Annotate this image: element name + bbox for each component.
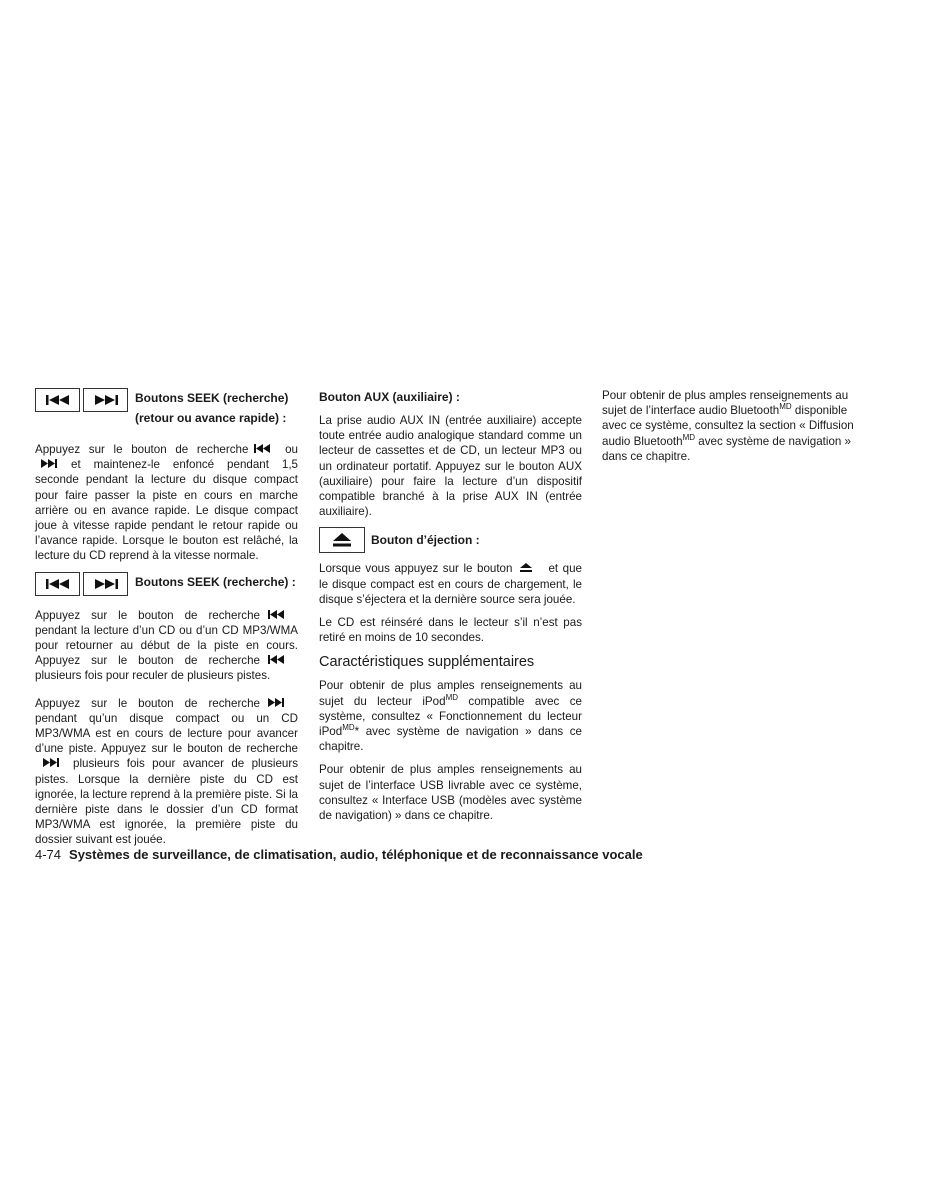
page-footer bbox=[35, 846, 643, 864]
seek-forward-icon bbox=[43, 756, 59, 771]
seek-back-button-illustration bbox=[35, 388, 80, 412]
eject-title: Bouton d’éjection : bbox=[371, 533, 480, 548]
seek-back-icon bbox=[45, 578, 71, 590]
aux-paragraph: La prise audio AUX IN (entrée auxiliaire) accepte toute entrée audio analogique standard comme un lecteur de cassettes et de CD, un lecteur MP3 ou un ordinateur portatif. Appuyez sur le bouton AUX (auxiliaire) pour faire la lecture d’un dispositif compatible branché à la prise AUX IN (entrée auxiliaire). bbox=[319, 414, 582, 519]
seek-forward-icon bbox=[41, 457, 57, 472]
eject-header bbox=[319, 527, 582, 553]
seek-title: Boutons SEEK (recherche) : bbox=[135, 574, 296, 589]
usb-paragraph: Pour obtenir de plus amples renseignements au sujet de l’interface USB livrable avec ce système, consultez « Interface USB (modèles avec système de navigation) » dans ce chapitre. bbox=[319, 763, 582, 823]
seek-back-button-illustration bbox=[35, 572, 80, 596]
seek-back-paragraph: Appuyez sur le bouton de recherchependant la lecture d’un CD ou d’un CD MP3/WMA pour retourner au début de la piste en cours. Appuyez sur le bouton de rechercheplusieurs fois pour reculer de plusieurs pistes. bbox=[35, 608, 298, 683]
column-2 bbox=[319, 388, 582, 831]
reinsert-paragraph: Le CD est réinséré dans le lecteur s’il n’est pas retiré en moins de 10 secondes. bbox=[319, 616, 582, 645]
seek-forward-button-illustration bbox=[83, 572, 128, 596]
page-number: 4-74 bbox=[35, 847, 62, 862]
column-3 bbox=[602, 388, 866, 472]
seek-fast-title bbox=[135, 388, 288, 428]
seek-fast-title-line2: (retour ou avance rapide) : bbox=[135, 411, 287, 425]
seek-fast-paragraph: Appuyez sur le bouton de recherche ouet maintenez-le enfoncé pendant 1,5 seconde pendant la lecture du disque compact pour faire passer la piste en cours en marche arrière ou en avance rapide. Le disque compact joue à vitesse rapide pendant le retour rapide ou l’avance rapide. Lorsque le bouton est relâché, la lecture du CD reprend à la vitesse normale. bbox=[35, 443, 298, 563]
eject-icon bbox=[332, 533, 352, 547]
chapter-title: Systèmes de surveillance, de climatisation, audio, téléphonique et de reconnaissance vocale bbox=[69, 847, 643, 862]
seek-forward-paragraph: Appuyez sur le bouton de recherchependant qu’un disque compact ou un CD MP3/WMA est en cours de lecture pour avancer d’une piste. Appuyez sur le bouton de rechercheplusieurs fois pour avancer de plusieurs pistes. Lorsque la dernière piste du CD est ignorée, la lecture reprend à la première piste. Si la dernière piste dans le dossier d’un CD format MP3/WMA est ignorée, la première piste du dossier suivant est jouée. bbox=[35, 696, 298, 847]
bluetooth-paragraph: Pour obtenir de plus amples renseignements au sujet de l’interface audio Bluetooth$^{MD}$ disponible avec ce système, consultez la section « Diffusion audio Bluetooth$^{MD}$ avec système de navigation » dans ce chapitre. bbox=[602, 389, 854, 463]
seek-header bbox=[35, 572, 298, 596]
eject-paragraph: Lorsque vous appuyez sur le bouton et que le disque compact est en cours de chargement, le disque s’éjectera et la dernière source sera jouée. bbox=[319, 562, 582, 606]
seek-back-icon bbox=[268, 653, 284, 668]
aux-title: Bouton AUX (auxiliaire) : bbox=[319, 390, 460, 404]
seek-back-icon bbox=[45, 394, 71, 406]
seek-forward-button-illustration bbox=[83, 388, 128, 412]
eject-icon bbox=[520, 561, 532, 576]
column-1 bbox=[35, 388, 298, 856]
eject-button-illustration bbox=[319, 527, 365, 553]
seek-fast-header bbox=[35, 388, 298, 428]
ipod-paragraph: Pour obtenir de plus amples renseignements au sujet du lecteur iPod$^{MD}$ compatible avec ce système, consultez « Fonctionnement du lecteur iPod$^{MD}$* avec système de navigation » dans ce chapitre. bbox=[319, 679, 582, 754]
seek-back-icon bbox=[254, 442, 270, 457]
seek-forward-icon bbox=[268, 696, 284, 711]
seek-fast-title-line1: Boutons SEEK (recherche) bbox=[135, 391, 289, 405]
seek-forward-icon bbox=[93, 394, 119, 406]
features-title: Caractéristiques supplémentaires bbox=[319, 654, 535, 671]
seek-back-icon bbox=[268, 608, 284, 623]
seek-forward-icon bbox=[93, 578, 119, 590]
